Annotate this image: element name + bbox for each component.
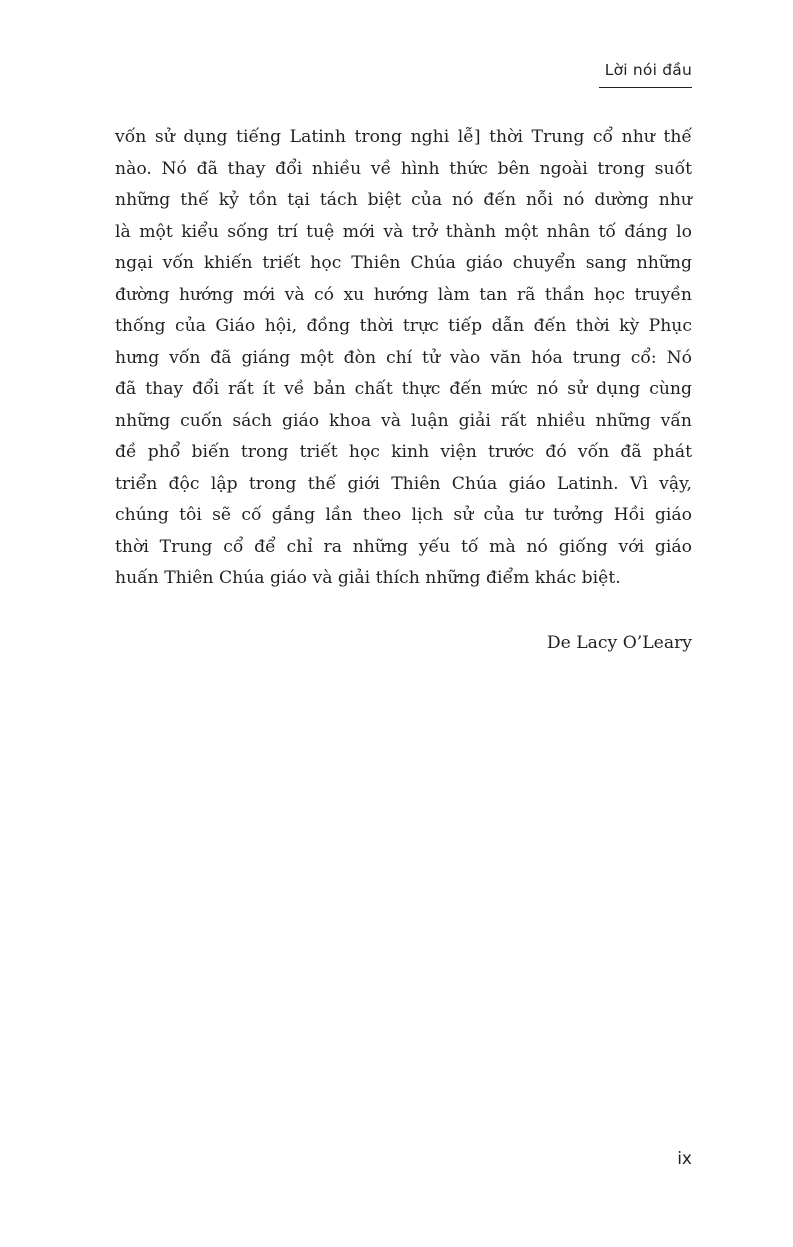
body-line: ngại vốn khiến triết học Thiên Chúa giáo chuyển sang những [115,253,692,273]
body-line: nào. Nó đã thay đổi nhiều về hình thức bên ngoài trong suốt [115,158,692,179]
body-line: thống của Giáo hội, đồng thời trực tiếp dẫn đến thời kỳ Phục [115,316,692,336]
body-paragraph [115,122,692,595]
body-line: đề phổ biến trong triết học kinh viện trước đó vốn đã phát [115,442,692,462]
page-number: ix [677,1149,692,1169]
body-line: huấn Thiên Chúa giáo và giải thích những điểm khác biệt. [115,568,621,588]
body-line: là một kiểu sống trí tuệ mới và trở thành một nhân tố đáng lo [115,221,692,242]
body-line: chúng tôi sẽ cố gắng lần theo lịch sử của tư tưởng Hồi giáo [115,505,692,525]
body-line: thời Trung cổ để chỉ ra những yếu tố mà nó giống với giáo [115,536,692,557]
body-line: triển độc lập trong thế giới Thiên Chúa giáo Latinh. Vì vậy, [115,473,692,494]
body-line: đã thay đổi rất ít về bản chất thực đến mức nó sử dụng cùng [115,379,692,399]
body-line: hưng vốn đã giáng một đòn chí tử vào văn hóa trung cổ: Nó [115,347,692,368]
body-line: vốn sử dụng tiếng Latinh trong nghi lễ] thời Trung cổ như thế [115,127,692,147]
header-rule [599,87,692,88]
body-line: những thế kỷ tồn tại tách biệt của nó đến nỗi nó dường như [115,190,692,210]
author-signature: De Lacy O’Leary [546,633,692,653]
body-line: đường hướng mới và có xu hướng làm tan rã thần học truyền [115,284,692,305]
body-line: những cuốn sách giáo khoa và luận giải rất nhiều những vấn [115,410,692,431]
running-header-title: Lời nói đầu [604,61,692,79]
